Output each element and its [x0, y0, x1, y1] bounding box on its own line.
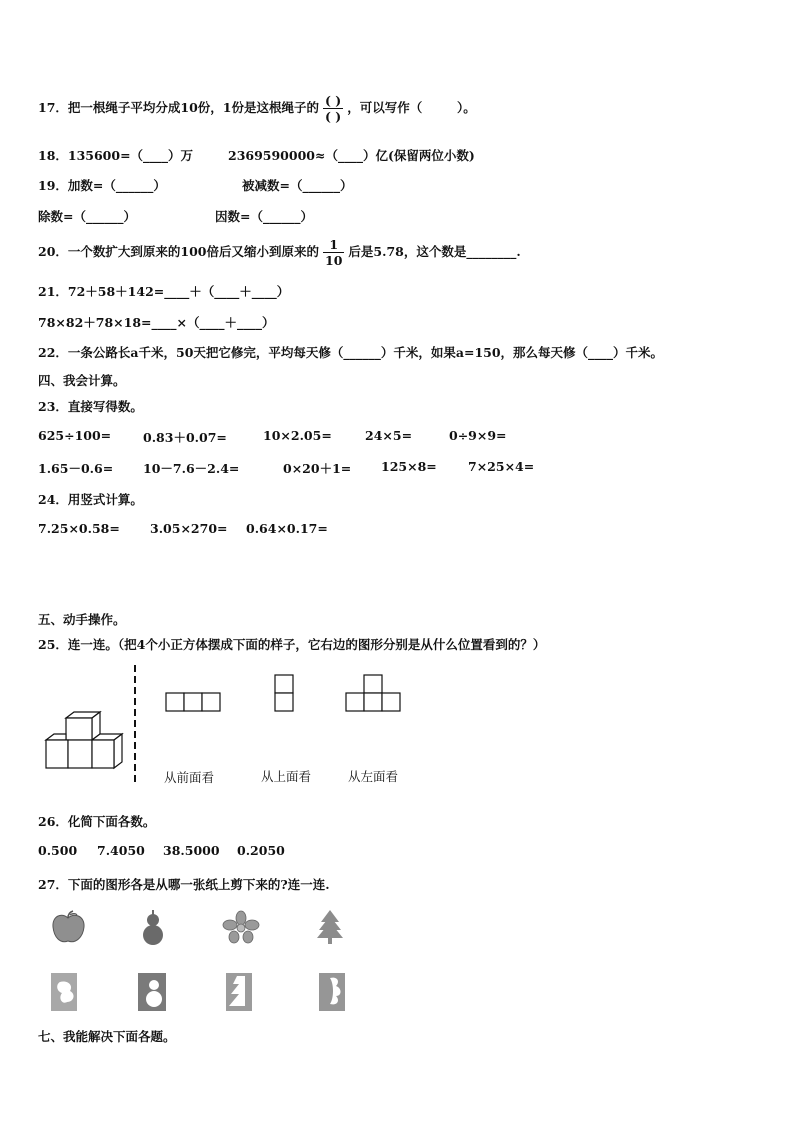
q19-divisor: 除数=（______）: [38, 209, 136, 224]
q20-fraction: [323, 237, 344, 268]
q21-part-a: 21．72＋58＋142=____＋（____＋____）: [38, 284, 290, 299]
q27-title: 27．下面的图形各是从哪一张纸上剪下来的?连一连.: [38, 877, 330, 892]
caption-top-view: 从上面看: [261, 769, 312, 784]
q19-minuend: 被减数=（______）: [242, 178, 353, 193]
q20-text-a: 20．一个数扩大到原来的100倍后又缩小到原来的: [38, 244, 319, 259]
q23-r2-c3: 0×20＋1=: [283, 461, 352, 476]
paper-sheet-4-image: [318, 972, 348, 1014]
caption-left-view: 从左面看: [348, 769, 399, 784]
question-20: [38, 237, 521, 268]
q19-addend: 19．加数=（______）: [38, 178, 166, 193]
q26-item-3: 38.5000: [163, 843, 220, 858]
apple-shape-image: [50, 910, 86, 946]
q23-r2-c2: 10－7.6－2.4=: [143, 461, 240, 476]
q20-frac-denominator: 10: [325, 253, 343, 268]
question-17: [38, 93, 476, 124]
q17-frac-numerator: ( ): [325, 93, 342, 108]
q23-r1-c4: 24×5=: [365, 428, 413, 443]
gourd-shape-image: [137, 909, 169, 947]
view-two-stacked: [274, 674, 296, 714]
q24-item-3: 0.64×0.17=: [246, 521, 328, 536]
q26-title: 26．化简下面各数。: [38, 814, 156, 829]
q23-r1-c2: 0.83＋0.07=: [143, 430, 227, 445]
section-7-title: 七、我能解决下面各题。: [38, 1029, 176, 1044]
q23-r2-c4: 125×8=: [381, 459, 437, 474]
q23-title: 23．直接写得数。: [38, 399, 143, 414]
q17-text-b: ，可以写作（ ）。: [347, 100, 476, 115]
q20-frac-numerator: 1: [329, 237, 339, 252]
q23-r1-c5: 0÷9×9=: [449, 428, 507, 443]
q24-title: 24．用竖式计算。: [38, 492, 143, 507]
paper-sheet-3-image: [225, 972, 255, 1014]
q26-item-4: 0.2050: [237, 843, 285, 858]
q26-item-1: 0.500: [38, 843, 78, 858]
paper-sheet-2-image: [137, 972, 169, 1014]
q24-item-2: 3.05×270=: [150, 521, 228, 536]
q17-frac-denominator: ( ): [325, 109, 342, 124]
view-t-shape: [345, 674, 403, 714]
dashed-divider: [132, 665, 138, 785]
section-4-title: 四、我会计算。: [38, 373, 126, 388]
tree-shape-image: [315, 908, 345, 946]
section-5-title: 五、动手操作。: [38, 612, 126, 627]
q23-r2-c5: 7×25×4=: [468, 459, 535, 474]
caption-front-view: 从前面看: [164, 770, 215, 785]
q23-r1-c3: 10×2.05=: [263, 428, 332, 443]
q18-part-a: 18．135600=（____）万: [38, 148, 194, 163]
q26-item-2: 7.4050: [97, 843, 145, 858]
q20-text-b: 后是5.78，这个数是________.: [348, 244, 521, 259]
q17-text-a: 17．把一根绳子平均分成10份，1份是这根绳子的: [38, 100, 319, 115]
q23-r1-c1: 625÷100=: [38, 428, 112, 443]
question-22: 22．一条公路长a千米，50天把它修完，平均每天修（______）千米，如果a=150，那么每天修（____）千米。: [38, 345, 664, 360]
q21-part-b: 78×82＋78×18=____×（____＋____）: [38, 315, 275, 330]
q18-part-b: 2369590000≈（____）亿(保留两位小数): [228, 148, 475, 163]
paper-sheet-1-image: [50, 972, 80, 1014]
q24-item-1: 7.25×0.58=: [38, 521, 120, 536]
q19-factor: 因数=（______）: [215, 209, 313, 224]
view-three-in-row: [165, 692, 223, 714]
q23-r2-c1: 1.65－0.6=: [38, 461, 114, 476]
q25-title: 25．连一连。（把4个小正方体摆成下面的样子，它右边的图形分别是从什么位置看到的？）: [38, 637, 546, 652]
cube-stack-figure: [44, 710, 126, 772]
flower-shape-image: [222, 910, 260, 944]
q17-fraction-blank: [323, 93, 343, 124]
